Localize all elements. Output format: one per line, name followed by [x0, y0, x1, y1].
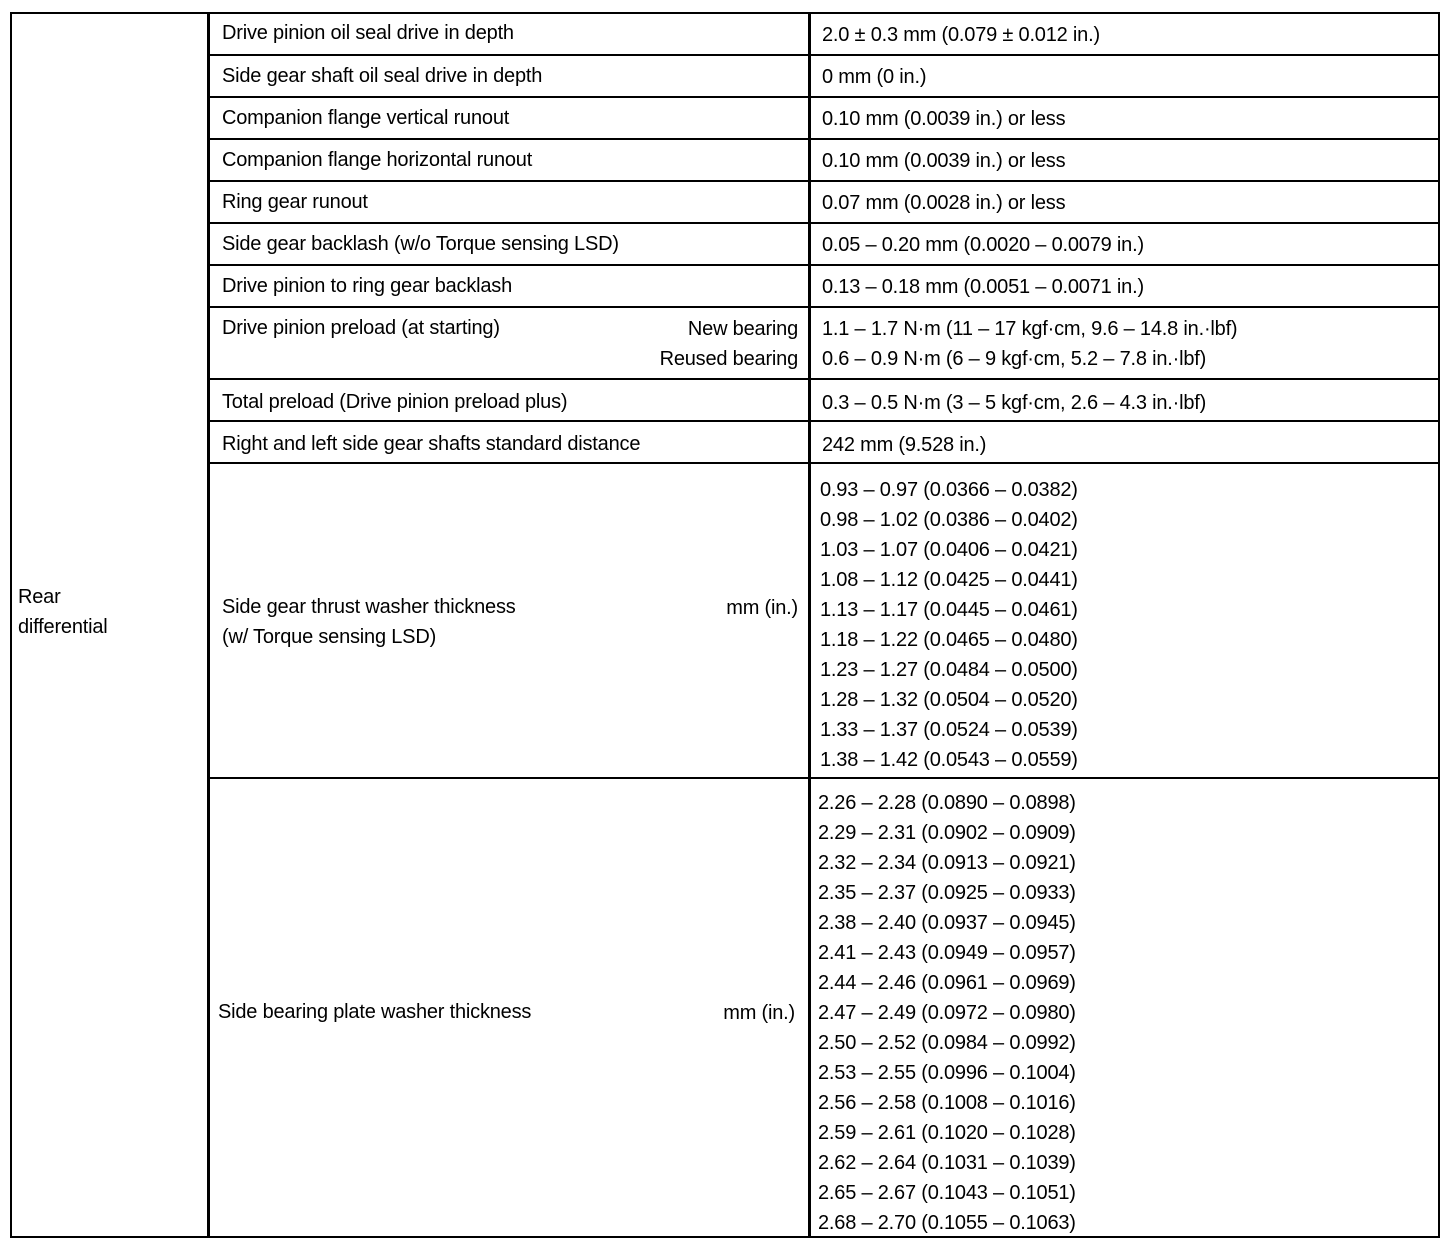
section-label-line2: differential: [18, 616, 108, 638]
row-divider: [207, 378, 1440, 380]
row-divider: [207, 777, 1440, 779]
list-item: 0.93 – 0.97 (0.0366 – 0.0382): [820, 479, 1078, 501]
column-divider: [207, 12, 210, 1238]
list-item: 1.08 – 1.12 (0.0425 – 0.0441): [820, 569, 1078, 591]
row-divider: [207, 180, 1440, 182]
section-label: [18, 582, 108, 642]
preload-label: Drive pinion preload (at starting): [222, 317, 500, 339]
list-item: 2.26 – 2.28 (0.0890 – 0.0898): [818, 792, 1076, 814]
list-item: 2.53 – 2.55 (0.0996 – 0.1004): [818, 1062, 1076, 1084]
list-item: 1.33 – 1.37 (0.0524 – 0.0539): [820, 719, 1078, 741]
list-item: 2.32 – 2.34 (0.0913 – 0.0921): [818, 852, 1076, 874]
list-item: 2.50 – 2.52 (0.0984 – 0.0992): [818, 1032, 1076, 1054]
list-item: 2.44 – 2.46 (0.0961 – 0.0969): [818, 972, 1076, 994]
row-divider: [207, 462, 1440, 464]
row-value: 0.3 – 0.5 N·m (3 – 5 kgf·cm, 2.6 – 4.3 in.·lbf): [822, 392, 1207, 414]
plate-washer-label: Side bearing plate washer thickness: [218, 1001, 532, 1023]
row-label: Drive pinion oil seal drive in depth: [222, 22, 514, 44]
thrust-washer-label-line2: (w/ Torque sensing LSD): [222, 626, 437, 648]
list-item: 0.98 – 1.02 (0.0386 – 0.0402): [820, 509, 1078, 531]
column-divider: [808, 12, 811, 1238]
row-divider: [207, 138, 1440, 140]
plate-washer-values: [818, 788, 1076, 1238]
list-item: 2.41 – 2.43 (0.0949 – 0.0957): [818, 942, 1076, 964]
new-bearing-label: New bearing: [687, 318, 798, 340]
row-label: Drive pinion to ring gear backlash: [222, 275, 513, 297]
list-item: 1.38 – 1.42 (0.0543 – 0.0559): [820, 749, 1078, 771]
list-item: 2.59 – 2.61 (0.1020 – 0.1028): [818, 1122, 1076, 1144]
row-divider: [207, 222, 1440, 224]
list-item: 2.68 – 2.70 (0.1055 – 0.1063): [818, 1212, 1076, 1234]
row-label: Total preload (Drive pinion preload plus): [222, 391, 568, 413]
row-label: Companion flange horizontal runout: [222, 149, 533, 171]
row-divider: [207, 264, 1440, 266]
row-label: Right and left side gear shafts standard distance: [222, 433, 641, 455]
list-item: 1.23 – 1.27 (0.0484 – 0.0500): [820, 659, 1078, 681]
section-label-line1: Rear: [18, 586, 61, 608]
row-value: 242 mm (9.528 in.): [822, 434, 987, 456]
thrust-washer-unit: mm (in.): [726, 597, 798, 619]
row-divider: [207, 54, 1440, 56]
list-item: 1.28 – 1.32 (0.0504 – 0.0520): [820, 689, 1078, 711]
list-item: 2.62 – 2.64 (0.1031 – 0.1039): [818, 1152, 1076, 1174]
list-item: 2.29 – 2.31 (0.0902 – 0.0909): [818, 822, 1076, 844]
thrust-washer-label-line1: Side gear thrust washer thickness: [222, 596, 516, 618]
thrust-washer-values: [820, 475, 1078, 775]
row-label: Side gear shaft oil seal drive in depth: [222, 65, 543, 87]
row-value: 0.10 mm (0.0039 in.) or less: [822, 108, 1066, 130]
row-divider: [207, 420, 1440, 422]
list-item: 1.13 – 1.17 (0.0445 – 0.0461): [820, 599, 1078, 621]
row-value: 0.05 – 0.20 mm (0.0020 – 0.0079 in.): [822, 234, 1144, 256]
row-value: 0.07 mm (0.0028 in.) or less: [822, 192, 1066, 214]
reused-bearing-label: Reused bearing: [659, 348, 798, 370]
list-item: 2.56 – 2.58 (0.1008 – 0.1016): [818, 1092, 1076, 1114]
list-item: 2.47 – 2.49 (0.0972 – 0.0980): [818, 1002, 1076, 1024]
row-label: Side gear backlash (w/o Torque sensing LSD): [222, 233, 619, 255]
row-divider: [207, 96, 1440, 98]
plate-washer-unit: mm (in.): [723, 1002, 795, 1024]
list-item: 2.38 – 2.40 (0.0937 – 0.0945): [818, 912, 1076, 934]
list-item: 2.65 – 2.67 (0.1043 – 0.1051): [818, 1182, 1076, 1204]
row-label: Ring gear runout: [222, 191, 368, 213]
row-value: 2.0 ± 0.3 mm (0.079 ± 0.012 in.): [822, 24, 1100, 46]
row-value: 0.10 mm (0.0039 in.) or less: [822, 150, 1066, 172]
row-label: Companion flange vertical runout: [222, 107, 510, 129]
row-value: 0 mm (0 in.): [822, 66, 927, 88]
reused-bearing-value: 0.6 – 0.9 N·m (6 – 9 kgf·cm, 5.2 – 7.8 in.·lbf): [822, 348, 1207, 370]
list-item: 2.35 – 2.37 (0.0925 – 0.0933): [818, 882, 1076, 904]
thrust-washer-label: [222, 592, 516, 652]
list-item: 1.18 – 1.22 (0.0465 – 0.0480): [820, 629, 1078, 651]
new-bearing-value: 1.1 – 1.7 N·m (11 – 17 kgf·cm, 9.6 – 14.8 in.·lbf): [822, 318, 1238, 340]
row-divider: [207, 306, 1440, 308]
list-item: 1.03 – 1.07 (0.0406 – 0.0421): [820, 539, 1078, 561]
row-value: 0.13 – 0.18 mm (0.0051 – 0.0071 in.): [822, 276, 1144, 298]
